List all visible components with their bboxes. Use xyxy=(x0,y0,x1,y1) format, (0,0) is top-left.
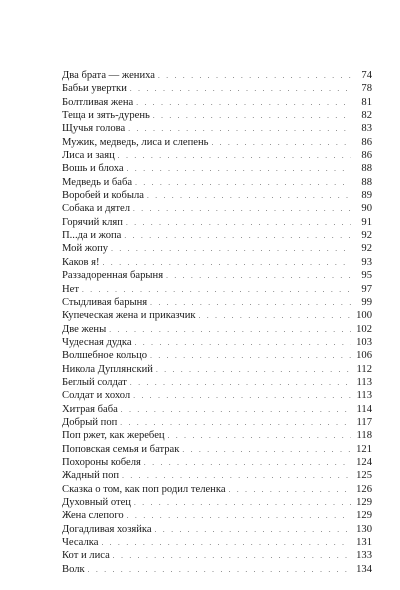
toc-entry xyxy=(62,336,372,349)
toc-entry-title: Жадный поп xyxy=(62,470,120,482)
toc-entry xyxy=(62,269,372,282)
toc-dot-leader xyxy=(229,484,351,497)
toc-entry-title: Горячий кляп xyxy=(62,216,123,228)
toc-entry-page-number: 102 xyxy=(356,323,372,335)
toc-entry-title: Нет xyxy=(62,283,79,295)
toc-entry-title: Поповская семья и батрак xyxy=(62,443,180,455)
toc-entry xyxy=(62,429,372,442)
toc-dot-leader xyxy=(122,470,351,483)
toc-dot-leader xyxy=(124,230,351,243)
toc-entry-page-number: 134 xyxy=(356,563,372,575)
toc-dot-leader xyxy=(128,123,351,136)
toc-dot-leader xyxy=(134,497,351,510)
toc-entry-title: Волшебное кольцо xyxy=(62,350,148,362)
toc-dot-leader xyxy=(120,417,351,430)
toc-dot-leader xyxy=(121,404,351,417)
toc-dot-leader xyxy=(101,537,351,550)
table-of-contents xyxy=(62,69,372,576)
toc-entry xyxy=(62,323,372,336)
toc-entry-page-number: 86 xyxy=(361,136,372,148)
toc-entry xyxy=(62,296,372,309)
toc-entry-title: Никола Дуплянский xyxy=(62,363,153,375)
toc-dot-leader xyxy=(109,324,351,337)
toc-entry-title: Духовный отец xyxy=(62,497,131,508)
toc-dot-leader xyxy=(133,390,351,403)
toc-entry-page-number: 100 xyxy=(356,310,372,322)
toc-entry-title: Догадливая хозяйка xyxy=(62,523,152,535)
toc-entry-title: Каков я! xyxy=(62,256,100,268)
toc-entry-title: Волк xyxy=(62,563,85,575)
toc-dot-leader xyxy=(166,270,351,283)
toc-dot-leader xyxy=(88,564,351,577)
toc-entry-title: Кот и лиса xyxy=(62,550,110,562)
toc-entry xyxy=(62,69,372,82)
toc-entry xyxy=(62,309,372,322)
toc-entry-page-number: 125 xyxy=(356,470,372,482)
toc-dot-leader xyxy=(127,163,351,176)
toc-entry xyxy=(62,443,372,456)
toc-entry-page-number: 91 xyxy=(361,216,372,228)
toc-entry-page-number: 81 xyxy=(361,96,372,108)
toc-entry-title: Раззадоренная барыня xyxy=(62,270,164,282)
toc-entry-title: Похороны кобеля xyxy=(62,456,141,468)
toc-dot-leader xyxy=(211,137,351,150)
toc-entry-page-number: 113 xyxy=(356,390,372,402)
toc-entry-title: Лиса и заяц xyxy=(62,150,115,162)
toc-entry-page-number: 88 xyxy=(361,163,372,175)
toc-entry-title: Мужик, медведь, лиса и слепень xyxy=(62,136,209,148)
toc-dot-leader xyxy=(150,297,351,310)
toc-entry xyxy=(62,403,372,416)
toc-entry-page-number: 78 xyxy=(361,83,372,95)
toc-entry xyxy=(62,563,372,576)
toc-entry-title: Болтливая жена xyxy=(62,96,134,108)
toc-entry xyxy=(62,82,372,95)
toc-entry xyxy=(62,176,372,189)
toc-entry-title: Медведь и баба xyxy=(62,176,133,188)
toc-dot-leader xyxy=(155,524,351,537)
toc-entry-page-number: 129 xyxy=(356,510,372,522)
toc-entry-page-number: 92 xyxy=(361,230,372,242)
toc-entry-title: Хитрая баба xyxy=(62,403,118,415)
toc-entry xyxy=(62,523,372,536)
toc-entry-page-number: 118 xyxy=(356,430,372,442)
toc-entry-title: Собака и дятел xyxy=(62,203,130,215)
toc-entry-title: Две жены xyxy=(62,323,107,335)
toc-entry-page-number: 112 xyxy=(356,363,372,375)
toc-dot-leader xyxy=(82,284,351,297)
toc-entry-page-number: 86 xyxy=(361,150,372,162)
toc-entry xyxy=(62,416,372,429)
toc-dot-leader xyxy=(135,337,351,350)
toc-entry-page-number: 114 xyxy=(356,403,372,415)
toc-entry-title: Жена слепого xyxy=(62,510,124,522)
toc-dot-leader xyxy=(158,70,351,83)
toc-entry xyxy=(62,483,372,496)
toc-entry xyxy=(62,189,372,202)
toc-entry xyxy=(62,149,372,162)
toc-entry-page-number: 83 xyxy=(361,123,372,135)
toc-entry-page-number: 89 xyxy=(361,190,372,202)
toc-dot-leader xyxy=(150,350,351,363)
toc-entry-title: Бабьи увертки xyxy=(62,83,127,95)
toc-entry-page-number: 90 xyxy=(361,203,372,215)
toc-dot-leader xyxy=(103,257,351,270)
toc-entry-page-number: 126 xyxy=(356,483,372,495)
toc-dot-leader xyxy=(182,444,351,457)
toc-entry-page-number: 99 xyxy=(361,296,372,308)
toc-entry xyxy=(62,469,372,482)
toc-dot-leader xyxy=(130,83,351,96)
toc-dot-leader xyxy=(133,203,351,216)
toc-entry-page-number: 130 xyxy=(356,523,372,535)
toc-dot-leader xyxy=(130,377,351,390)
toc-entry-page-number: 97 xyxy=(361,283,372,295)
toc-entry-page-number: 106 xyxy=(356,350,372,362)
toc-entry-page-number: 74 xyxy=(361,70,372,81)
toc-entry xyxy=(62,162,372,175)
toc-entry xyxy=(62,509,372,522)
toc-dot-leader xyxy=(199,310,351,323)
toc-entry-title: Добрый поп xyxy=(62,416,118,428)
toc-entry-page-number: 113 xyxy=(356,376,372,388)
toc-dot-leader xyxy=(168,430,351,443)
toc-entry xyxy=(62,349,372,362)
toc-entry xyxy=(62,363,372,376)
toc-entry-title: Чесалка xyxy=(62,537,99,549)
toc-entry-title: Вошь и блоха xyxy=(62,163,124,175)
toc-entry-title: Теща и зять-дурень xyxy=(62,110,150,122)
toc-entry-page-number: 95 xyxy=(361,270,372,282)
toc-entry-page-number: 93 xyxy=(361,256,372,268)
toc-dot-leader xyxy=(136,97,351,110)
toc-entry-title: Купеческая жена и приказчик xyxy=(62,310,196,322)
toc-entry-page-number: 124 xyxy=(356,456,372,468)
toc-entry xyxy=(62,216,372,229)
toc-entry-page-number: 92 xyxy=(361,243,372,255)
toc-entry xyxy=(62,242,372,255)
toc-entry xyxy=(62,376,372,389)
toc-dot-leader xyxy=(113,550,351,563)
toc-dot-leader xyxy=(156,364,351,377)
toc-dot-leader xyxy=(135,177,351,190)
toc-entry-title: Сказка о том, как поп родил теленка xyxy=(62,483,226,495)
toc-entry xyxy=(62,96,372,109)
toc-entry-title: Воробей и кобыла xyxy=(62,190,144,202)
toc-entry-title: Чудесная дудка xyxy=(62,336,132,348)
toc-entry xyxy=(62,536,372,549)
toc-dot-leader xyxy=(126,217,351,230)
toc-dot-leader xyxy=(144,457,351,470)
toc-dot-leader xyxy=(147,190,351,203)
toc-dot-leader xyxy=(111,243,351,256)
toc-entry xyxy=(62,389,372,402)
toc-entry-title: Щучья голова xyxy=(62,123,126,135)
toc-entry xyxy=(62,283,372,296)
toc-entry-title: Солдат и хохол xyxy=(62,390,131,402)
toc-entry-page-number: 133 xyxy=(356,550,372,562)
toc-entry-page-number: 117 xyxy=(356,416,372,428)
toc-entry xyxy=(62,109,372,122)
toc-dot-leader xyxy=(118,150,351,163)
toc-entry xyxy=(62,229,372,242)
toc-entry-title: П...да и жопа xyxy=(62,230,122,242)
toc-entry-page-number: 129 xyxy=(356,497,372,508)
toc-entry-page-number: 103 xyxy=(356,336,372,348)
toc-entry-title: Два брата — жениха xyxy=(62,70,155,81)
toc-entry xyxy=(62,202,372,215)
toc-dot-leader xyxy=(153,110,351,123)
toc-entry-title: Стыдливая барыня xyxy=(62,296,148,308)
toc-dot-leader xyxy=(127,510,351,523)
toc-entry xyxy=(62,136,372,149)
toc-entry xyxy=(62,256,372,269)
toc-entry-title: Поп ржет, как жеребец xyxy=(62,430,165,442)
toc-entry-page-number: 88 xyxy=(361,176,372,188)
toc-entry-page-number: 82 xyxy=(361,110,372,122)
toc-entry-page-number: 121 xyxy=(356,443,372,455)
toc-entry-title: Мой жопу xyxy=(62,243,109,255)
toc-entry-page-number: 131 xyxy=(356,537,372,549)
toc-entry-title: Беглый солдат xyxy=(62,376,127,388)
toc-entry xyxy=(62,549,372,562)
toc-entry xyxy=(62,122,372,135)
toc-entry xyxy=(62,456,372,469)
toc-entry xyxy=(62,496,372,509)
